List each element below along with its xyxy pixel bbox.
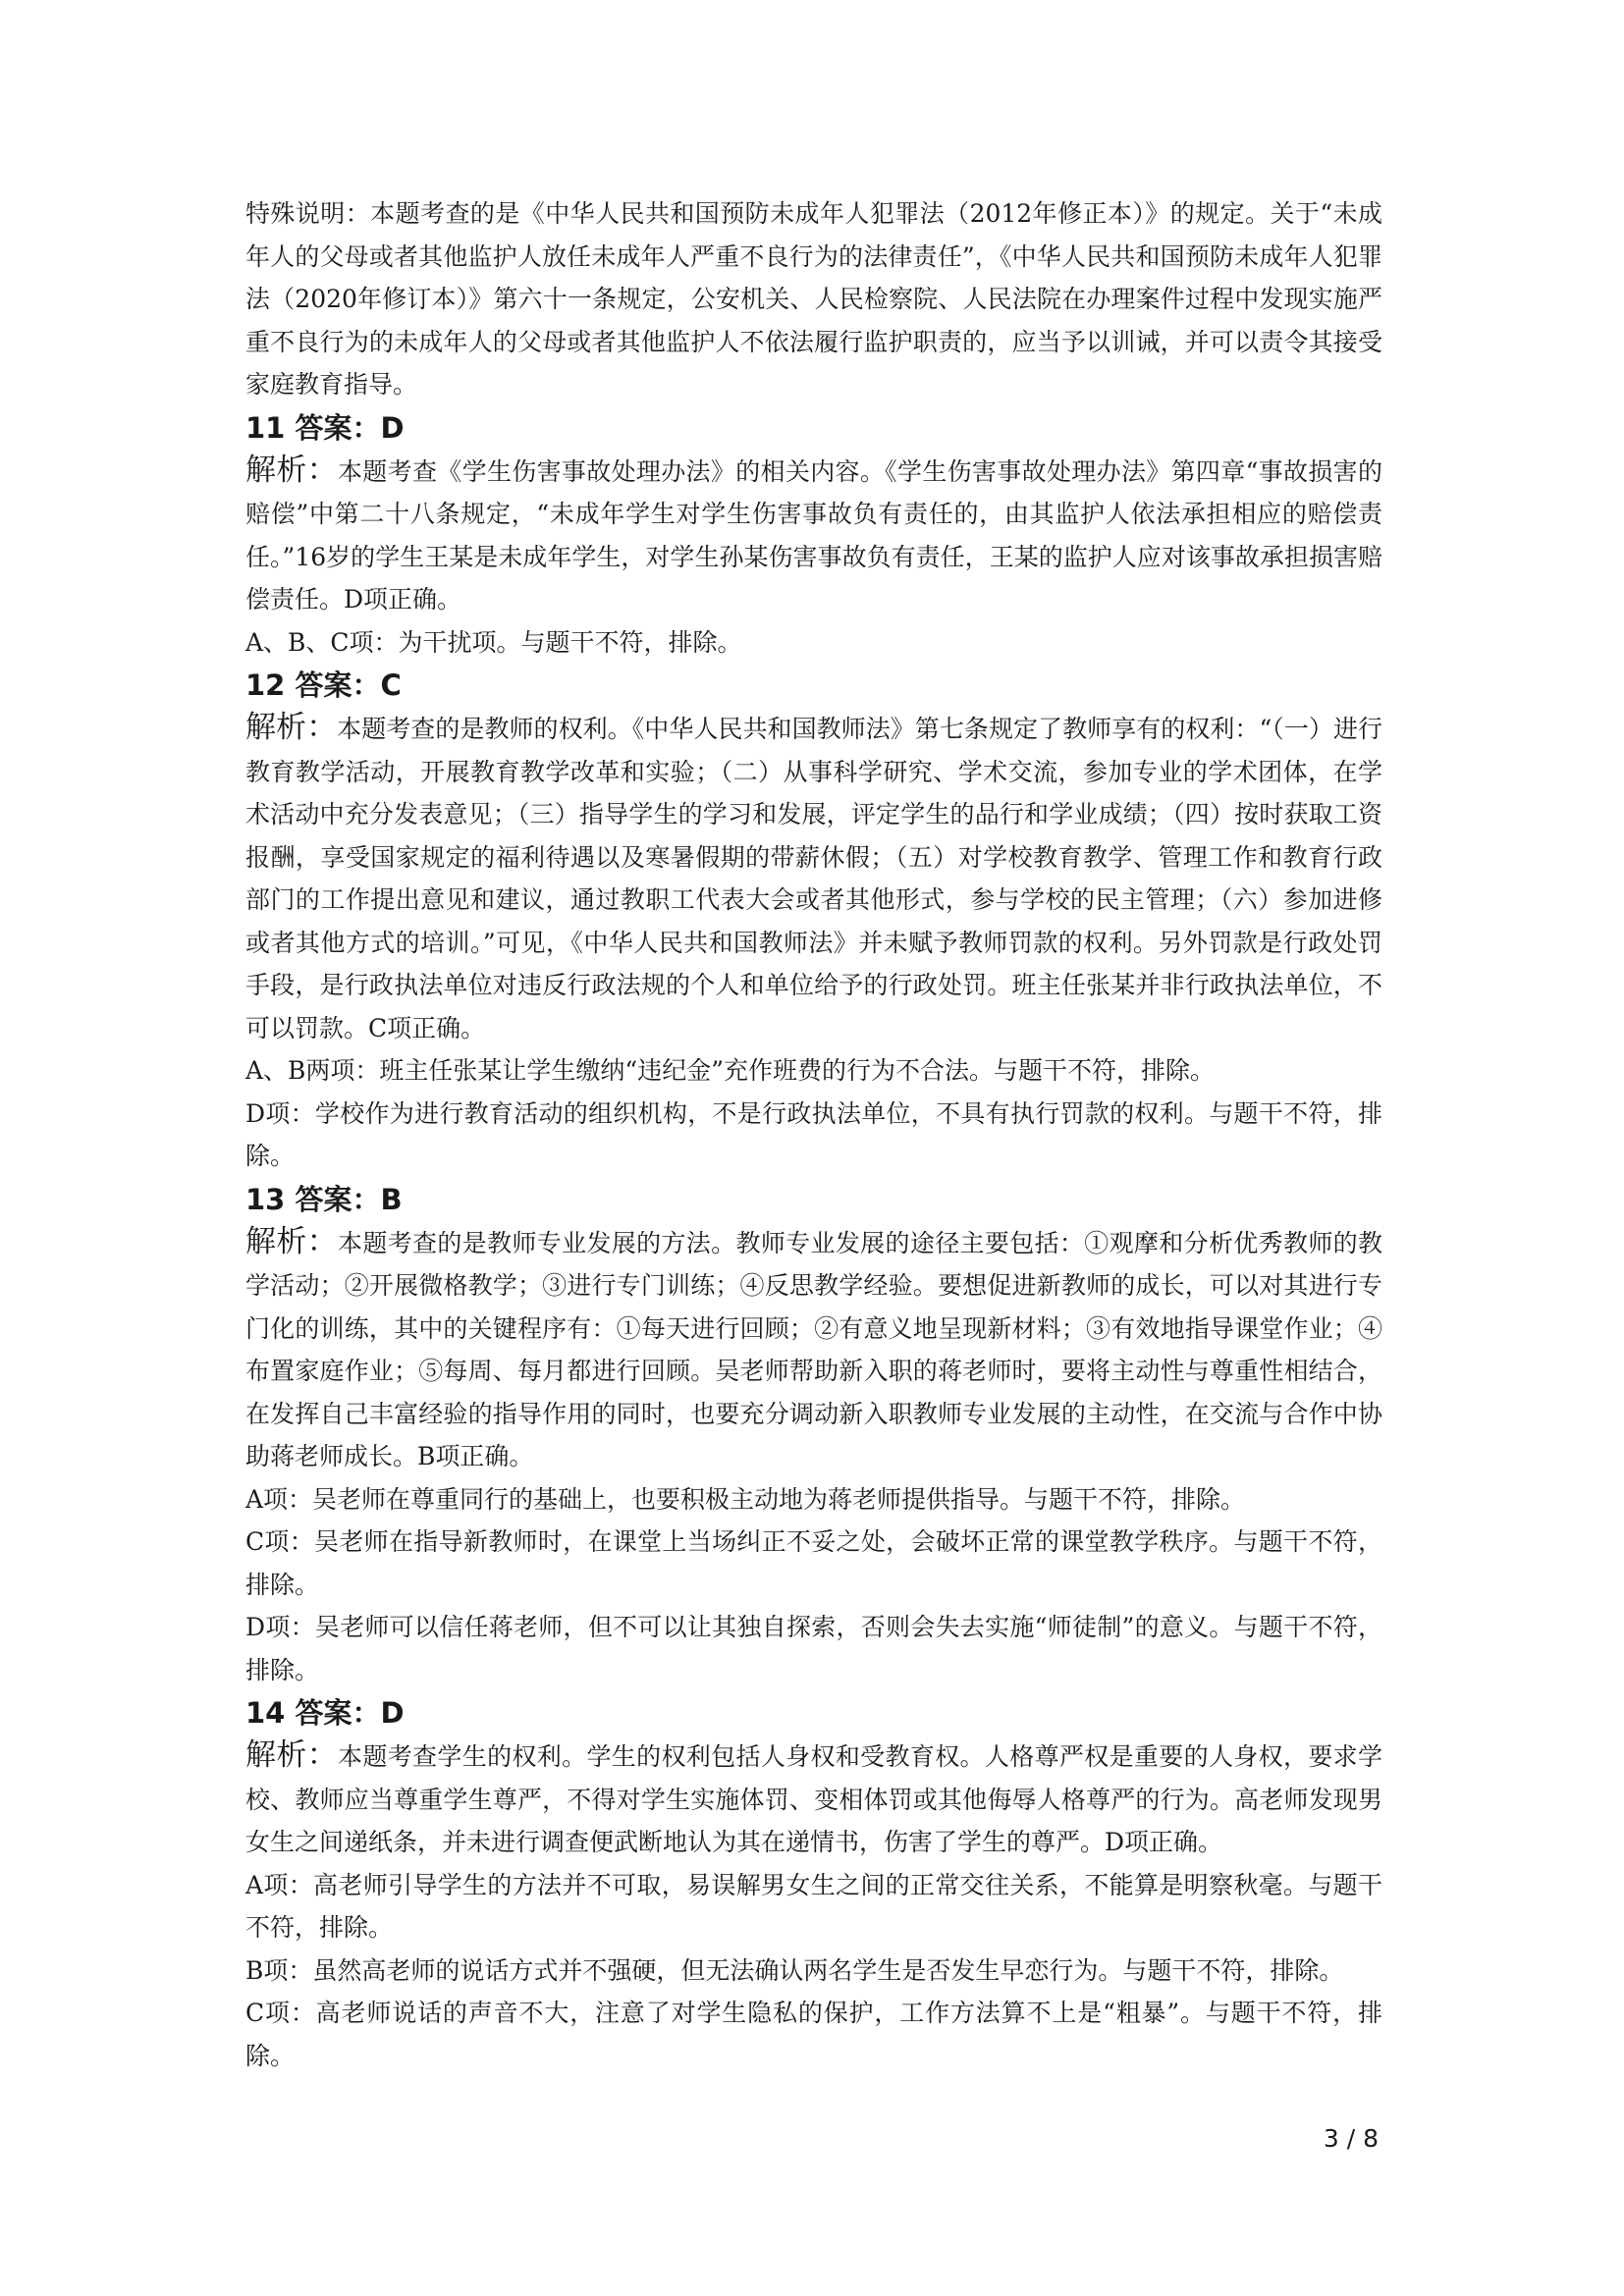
analysis-text: 本题考查学生的权利。学生的权利包括人身权和受教育权。人格尊严权是重要的人身权，要求学校、教师应当尊重学生尊严，不得对学生实施体罚、变相体罚或其他侮辱人格尊严的行为。高老师发现男女生之间递纸条，并未进行调查便武断地认为其在递情书，伤害了学生的尊严。D项正确。 [245, 1742, 1382, 1856]
answer-heading: 11 答案：D [245, 410, 405, 445]
option-note: D项：吴老师可以信任蒋老师，但不可以让其独自探索，否则会失去实施“师徒制”的意义。与题干不符，排除。 [245, 1613, 1382, 1684]
page-content [245, 192, 1382, 2077]
analysis-paragraph [245, 1735, 1382, 1864]
option-note: D项：学校作为进行教育活动的组织机构，不是行政执法单位，不具有执行罚款的权利。与题干不符，排除。 [245, 1098, 1382, 1170]
analysis-label: 解析： [245, 710, 338, 745]
special-note: 特殊说明：本题考查的是《中华人民共和国预防未成年人犯罪法（2012年修正本）》的规定。关于“未成年人的父母或者其他监护人放任未成年人严重不良行为的法律责任”，《中华人民共和国预防未成年人犯罪法（2020年修订本）》第六十一条规定，公安机关、人民检察院、人民法院在办理案件过程中发现实施严重不良行为的未成年人的父母或者其他监护人不依法履行监护职责的，应当予以训诫，并可以责令其接受家庭教育指导。 [245, 199, 1382, 399]
question-11 [245, 406, 1382, 665]
option-note: A、B两项：班主任张某让学生缴纳“违纪金”充作班费的行为不合法。与题干不符，排除。 [245, 1056, 1215, 1085]
question-12 [245, 664, 1382, 1178]
analysis-text: 本题考查的是教师的权利。《中华人民共和国教师法》第七条规定了教师享有的权利：“（一）进行教育教学活动，开展教育教学改革和实验；（二）从事科学研究、学术交流，参加专业的学术团体，在学术活动中充分发表意见；（三）指导学生的学习和发展，评定学生的品行和学业成绩；（四）按时获取工资报酬，享受国家规定的福利待遇以及寒暑假期的带薪休假；（五）对学校教育教学、管理工作和教育行政部门的工作提出意见和建议，通过教职工代表大会或者其他形式，参与学校的民主管理；（六）参加进修或者其他方式的培训。”可见，《中华人民共和国教师法》并未赋予教师罚款的权利。另外罚款是行政处罚手段，是行政执法单位对违反行政法规的个人和单位给予的行政处罚。班主任张某并非行政执法单位，不可以罚款。C项正确。 [245, 715, 1383, 1042]
analysis-text: 本题考查的是教师专业发展的方法。教师专业发展的途径主要包括：①观摩和分析优秀教师的教学活动；②开展微格教学；③进行专门训练；④反思教学经验。要想促进新教师的成长，可以对其进行专门化的训练，其中的关键程序有：①每天进行回顾；②有意义地呈现新材料；③有效地指导课堂作业；④布置家庭作业；⑤每周、每月都进行回顾。吴老师帮助新入职的蒋老师时，要将主动性与尊重性相结合，在发挥自己丰富经验的指导作用的同时，也要充分调动新入职教师专业发展的主动性，在交流与合作中协助蒋老师成长。B项正确。 [245, 1228, 1382, 1470]
answer-heading: 13 答案：B [245, 1182, 403, 1216]
analysis-paragraph [245, 450, 1382, 621]
analysis-paragraph [245, 1221, 1382, 1478]
question-13 [245, 1178, 1382, 1692]
option-note: A项：吴老师在尊重同行的基础上，也要积极主动地为蒋老师提供指导。与题干不符，排除。 [245, 1484, 1246, 1514]
answer-heading: 12 答案：C [245, 668, 402, 702]
answer-heading: 14 答案：D [245, 1696, 405, 1730]
option-note: C项：高老师说话的声音不大，注意了对学生隐私的保护，工作方法算不上是“粗暴”。与题干不符，排除。 [245, 1999, 1382, 2070]
page-number: 3 / 8 [1323, 2124, 1379, 2153]
option-note: B项：虽然高老师的说话方式并不强硬，但无法确认两名学生是否发生早恋行为。与题干不符，排除。 [245, 1955, 1344, 1985]
analysis-text: 本题考查《学生伤害事故处理办法》的相关内容。《学生伤害事故处理办法》第四章“事故损害的赔偿”中第二十八条规定，“未成年学生对学生伤害事故负有责任的，由其监护人依法承担相应的赔偿责任。”16岁的学生王某是未成年学生，对学生孙某伤害事故负有责任，王某的监护人应对该事故承担损害赔偿责任。D项正确。 [245, 456, 1382, 614]
analysis-paragraph [245, 707, 1382, 1049]
option-note: C项：吴老师在指导新教师时，在课堂上当场纠正不妥之处，会破坏正常的课堂教学秩序。与题干不符，排除。 [245, 1527, 1382, 1599]
option-note: A项：高老师引导学生的方法并不可取，易误解男女生之间的正常交往关系，不能算是明察秋毫。与题干不符，排除。 [245, 1870, 1382, 1942]
analysis-label: 解析： [245, 1737, 339, 1773]
question-14 [245, 1691, 1382, 2077]
option-note: A、B、C项：为干扰项。与题干不符，排除。 [245, 627, 742, 657]
analysis-label: 解析： [245, 452, 338, 488]
analysis-label: 解析： [245, 1223, 339, 1259]
